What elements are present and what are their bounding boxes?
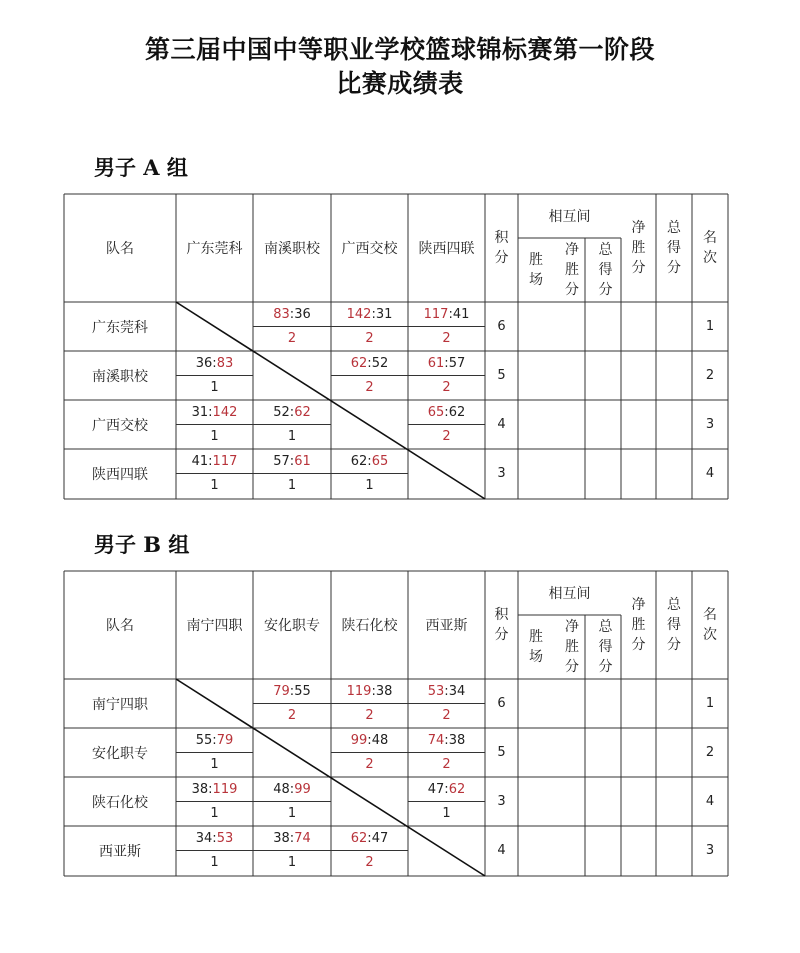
match-points: 1 [210, 806, 219, 822]
team-name: 西亚斯 [99, 843, 141, 860]
rank-value: 4 [705, 466, 715, 481]
team-score: 99 [350, 732, 368, 748]
match-score [253, 400, 331, 425]
mutual-wins-header-char: 胜 [529, 252, 543, 268]
mutual-total-header [590, 615, 621, 679]
score-separator: : [289, 404, 295, 420]
rank-value: 4 [705, 794, 715, 809]
match-score [176, 826, 253, 851]
team-name: 广西交校 [92, 417, 148, 434]
score-separator: : [444, 683, 449, 699]
match-score [408, 679, 485, 704]
team-score: 62 [350, 830, 368, 846]
match-score [176, 728, 253, 753]
team-score: 65 [427, 404, 445, 420]
score-separator: : [371, 306, 376, 322]
rank-value: 3 [705, 417, 715, 432]
document-subtitle: 比赛成绩表 [336, 69, 464, 98]
opponent-column-header: 西亚斯 [425, 618, 468, 634]
opponent-score: 52 [371, 355, 389, 371]
net-points-header-char: 分 [631, 637, 646, 653]
net-points-header-char: 净 [631, 597, 646, 613]
match-points: 2 [365, 708, 374, 724]
net-points-header-char: 净 [631, 220, 646, 236]
opponent-score: 62 [448, 404, 466, 420]
score-separator: : [289, 306, 295, 322]
match-points: 1 [287, 478, 297, 494]
total-points-value: 5 [497, 368, 506, 383]
rank-value: 1 [705, 696, 715, 711]
total-points-value: 4 [497, 417, 506, 432]
match-score [253, 302, 331, 327]
opponent-score: 62 [448, 781, 466, 797]
rank-header-char: 次 [703, 627, 717, 643]
team-score: 47 [427, 781, 445, 797]
total-points-value: 4 [497, 843, 506, 858]
match-points: 2 [365, 855, 374, 871]
opponent-score: 48 [371, 732, 389, 748]
score-separator: : [208, 453, 213, 469]
match-score [408, 400, 485, 425]
rank-value: 3 [705, 843, 715, 858]
score-separator: : [444, 404, 449, 420]
total-points-header-char: 分 [667, 260, 681, 276]
match-score [331, 351, 408, 376]
points-header-char: 分 [494, 627, 509, 643]
team-score: 119 [346, 683, 372, 699]
points-header [485, 571, 518, 679]
opponent-score: 99 [294, 781, 311, 797]
team-score: 74 [427, 732, 445, 748]
match-points: 1 [210, 380, 219, 396]
match-points: 2 [365, 380, 374, 396]
team-score: 62 [350, 355, 368, 371]
opponent-score: 74 [294, 830, 311, 846]
opponent-score: 31 [375, 306, 393, 322]
team-name: 陕西四联 [92, 466, 148, 483]
mutual-total-header-char: 得 [598, 262, 613, 278]
match-score [408, 351, 485, 376]
team-score: 62 [350, 453, 368, 469]
group-a-title: 男子 A 组 [94, 155, 188, 180]
mutual-wins-header [518, 238, 554, 302]
score-separator: : [289, 453, 295, 469]
match-points: 1 [287, 429, 297, 445]
match-score [408, 777, 485, 802]
match-score [331, 826, 408, 851]
team-score: 79 [273, 683, 290, 699]
opponent-column-header: 南宁四职 [186, 618, 243, 634]
rank-header-char: 次 [703, 250, 717, 266]
mutual-wins-header [518, 615, 554, 679]
score-separator: : [444, 732, 449, 748]
group-a-results-table [64, 194, 728, 499]
team-score: 142 [346, 306, 372, 322]
match-points: 1 [210, 478, 219, 494]
score-separator: : [212, 355, 217, 371]
points-header-char: 积 [494, 607, 509, 623]
team-score: 34 [195, 830, 213, 846]
opponent-column-header: 广西交校 [341, 241, 398, 257]
opponent-score: 41 [452, 306, 470, 322]
mutual-header: 相互间 [548, 209, 591, 225]
match-score [331, 728, 408, 753]
match-score [176, 777, 253, 802]
net-points-header [621, 571, 656, 679]
rank-value: 2 [705, 745, 715, 760]
rank-header [692, 571, 728, 679]
opponent-score: 65 [371, 453, 389, 469]
match-points: 2 [442, 429, 451, 445]
mutual-net-header-char: 胜 [565, 639, 579, 655]
opponent-score: 83 [216, 355, 234, 371]
total-points-value: 6 [497, 319, 506, 334]
opponent-score: 38 [375, 683, 393, 699]
match-points: 1 [210, 757, 219, 773]
opponent-score: 47 [371, 830, 389, 846]
net-points-header [621, 194, 656, 302]
opponent-score: 79 [216, 732, 234, 748]
points-header-char: 分 [494, 250, 509, 266]
team-score: 48 [273, 781, 290, 797]
team-score: 38 [191, 781, 209, 797]
team-score: 55 [195, 732, 213, 748]
total-points-header-char: 总 [667, 220, 681, 236]
mutual-total-header-char: 总 [598, 242, 613, 258]
mutual-net-header-char: 胜 [565, 262, 579, 278]
opponent-score: 57 [448, 355, 466, 371]
opponent-score: 38 [448, 732, 466, 748]
total-points-value: 6 [497, 696, 506, 711]
match-score [408, 302, 485, 327]
match-score [176, 449, 253, 474]
total-points-header [656, 571, 692, 679]
match-score [176, 400, 253, 425]
opponent-column-header: 广东莞科 [186, 241, 243, 257]
mutual-net-header-char: 净 [565, 619, 579, 635]
score-separator: : [212, 830, 217, 846]
mutual-total-header-char: 分 [598, 282, 613, 298]
opponent-column-header: 南溪职校 [264, 241, 320, 257]
match-points: 1 [442, 806, 451, 822]
score-separator: : [208, 404, 213, 420]
opponent-score: 55 [294, 683, 311, 699]
score-separator: : [371, 683, 376, 699]
match-score [253, 449, 331, 474]
score-separator: : [367, 830, 372, 846]
score-separator: : [444, 781, 449, 797]
group-b-title: 男子 B 组 [94, 532, 190, 557]
team-score: 52 [273, 404, 290, 420]
opponent-column-header: 安化职专 [264, 618, 320, 634]
team-score: 117 [423, 306, 449, 322]
total-points-header-char: 得 [667, 617, 681, 633]
opponent-score: 53 [216, 830, 234, 846]
mutual-net-header-char: 分 [565, 659, 579, 675]
opponent-score: 36 [294, 306, 311, 322]
rank-header-char: 名 [703, 230, 717, 246]
rank-value: 2 [705, 368, 715, 383]
match-score [331, 679, 408, 704]
match-points: 2 [287, 331, 297, 347]
team-name: 安化职专 [92, 745, 148, 762]
opponent-column-header: 陕石化校 [341, 618, 398, 634]
score-separator: : [289, 830, 295, 846]
team-score: 61 [427, 355, 445, 371]
mutual-net-header [554, 615, 590, 679]
score-separator: : [208, 781, 213, 797]
team-score: 83 [273, 306, 290, 322]
team-name: 南宁四职 [92, 696, 148, 713]
match-points: 2 [365, 331, 374, 347]
mutual-wins-header-char: 胜 [529, 629, 543, 645]
match-score [253, 679, 331, 704]
opponent-score: 142 [212, 404, 238, 420]
total-points-header-char: 得 [667, 240, 681, 256]
total-points-header [656, 194, 692, 302]
match-points: 1 [365, 478, 374, 494]
match-points: 1 [210, 429, 219, 445]
net-points-header-char: 胜 [631, 240, 646, 256]
opponent-column-header: 陕西四联 [418, 241, 475, 257]
score-separator: : [367, 453, 372, 469]
match-points: 2 [287, 708, 297, 724]
total-points-value: 3 [497, 466, 506, 481]
match-points: 2 [442, 380, 451, 396]
team-name: 广东莞科 [92, 319, 148, 336]
mutual-wins-header-char: 场 [529, 649, 543, 665]
opponent-score: 62 [294, 404, 311, 420]
mutual-total-header [590, 238, 621, 302]
match-score [408, 728, 485, 753]
match-score [176, 351, 253, 376]
mutual-total-header-char: 得 [598, 639, 613, 655]
team-column-header: 队名 [106, 241, 134, 257]
match-points: 1 [287, 806, 297, 822]
rank-value: 1 [705, 319, 715, 334]
match-score [253, 826, 331, 851]
match-score [331, 302, 408, 327]
score-separator: : [212, 732, 217, 748]
net-points-header-char: 胜 [631, 617, 646, 633]
mutual-total-header-char: 分 [598, 659, 613, 675]
opponent-score: 61 [294, 453, 311, 469]
net-points-header-char: 分 [631, 260, 646, 276]
match-points: 1 [210, 855, 219, 871]
match-points: 2 [442, 708, 451, 724]
points-header-char: 积 [494, 230, 509, 246]
rank-header [692, 194, 728, 302]
team-score: 38 [273, 830, 290, 846]
team-score: 36 [195, 355, 213, 371]
score-separator: : [367, 732, 372, 748]
points-header [485, 194, 518, 302]
total-points-header-char: 总 [667, 597, 681, 613]
score-separator: : [444, 355, 449, 371]
match-score [253, 777, 331, 802]
team-name: 南溪职校 [92, 368, 148, 385]
mutual-net-header-char: 净 [565, 242, 579, 258]
team-name: 陕石化校 [92, 794, 148, 811]
mutual-total-header-char: 总 [598, 619, 613, 635]
score-separator: : [367, 355, 372, 371]
total-points-value: 5 [497, 745, 506, 760]
score-separator: : [289, 781, 295, 797]
score-separator: : [448, 306, 453, 322]
total-points-header-char: 分 [667, 637, 681, 653]
total-points-value: 3 [497, 794, 506, 809]
rank-header-char: 名 [703, 607, 717, 623]
team-column-header: 队名 [106, 618, 134, 634]
mutual-header: 相互间 [548, 586, 591, 602]
group-b-results-table [64, 571, 728, 876]
match-points: 1 [287, 855, 297, 871]
opponent-score: 117 [212, 453, 238, 469]
mutual-net-header [554, 238, 590, 302]
match-score [331, 449, 408, 474]
match-points: 2 [442, 757, 451, 773]
opponent-score: 119 [212, 781, 238, 797]
mutual-net-header-char: 分 [565, 282, 579, 298]
score-separator: : [289, 683, 295, 699]
document-title: 第三届中国中等职业学校篮球锦标赛第一阶段 [144, 35, 655, 64]
match-points: 2 [442, 331, 451, 347]
team-score: 57 [273, 453, 290, 469]
team-score: 31 [191, 404, 209, 420]
team-score: 53 [427, 683, 445, 699]
team-score: 41 [191, 453, 209, 469]
opponent-score: 34 [448, 683, 466, 699]
mutual-wins-header-char: 场 [529, 272, 543, 288]
match-points: 2 [365, 757, 374, 773]
